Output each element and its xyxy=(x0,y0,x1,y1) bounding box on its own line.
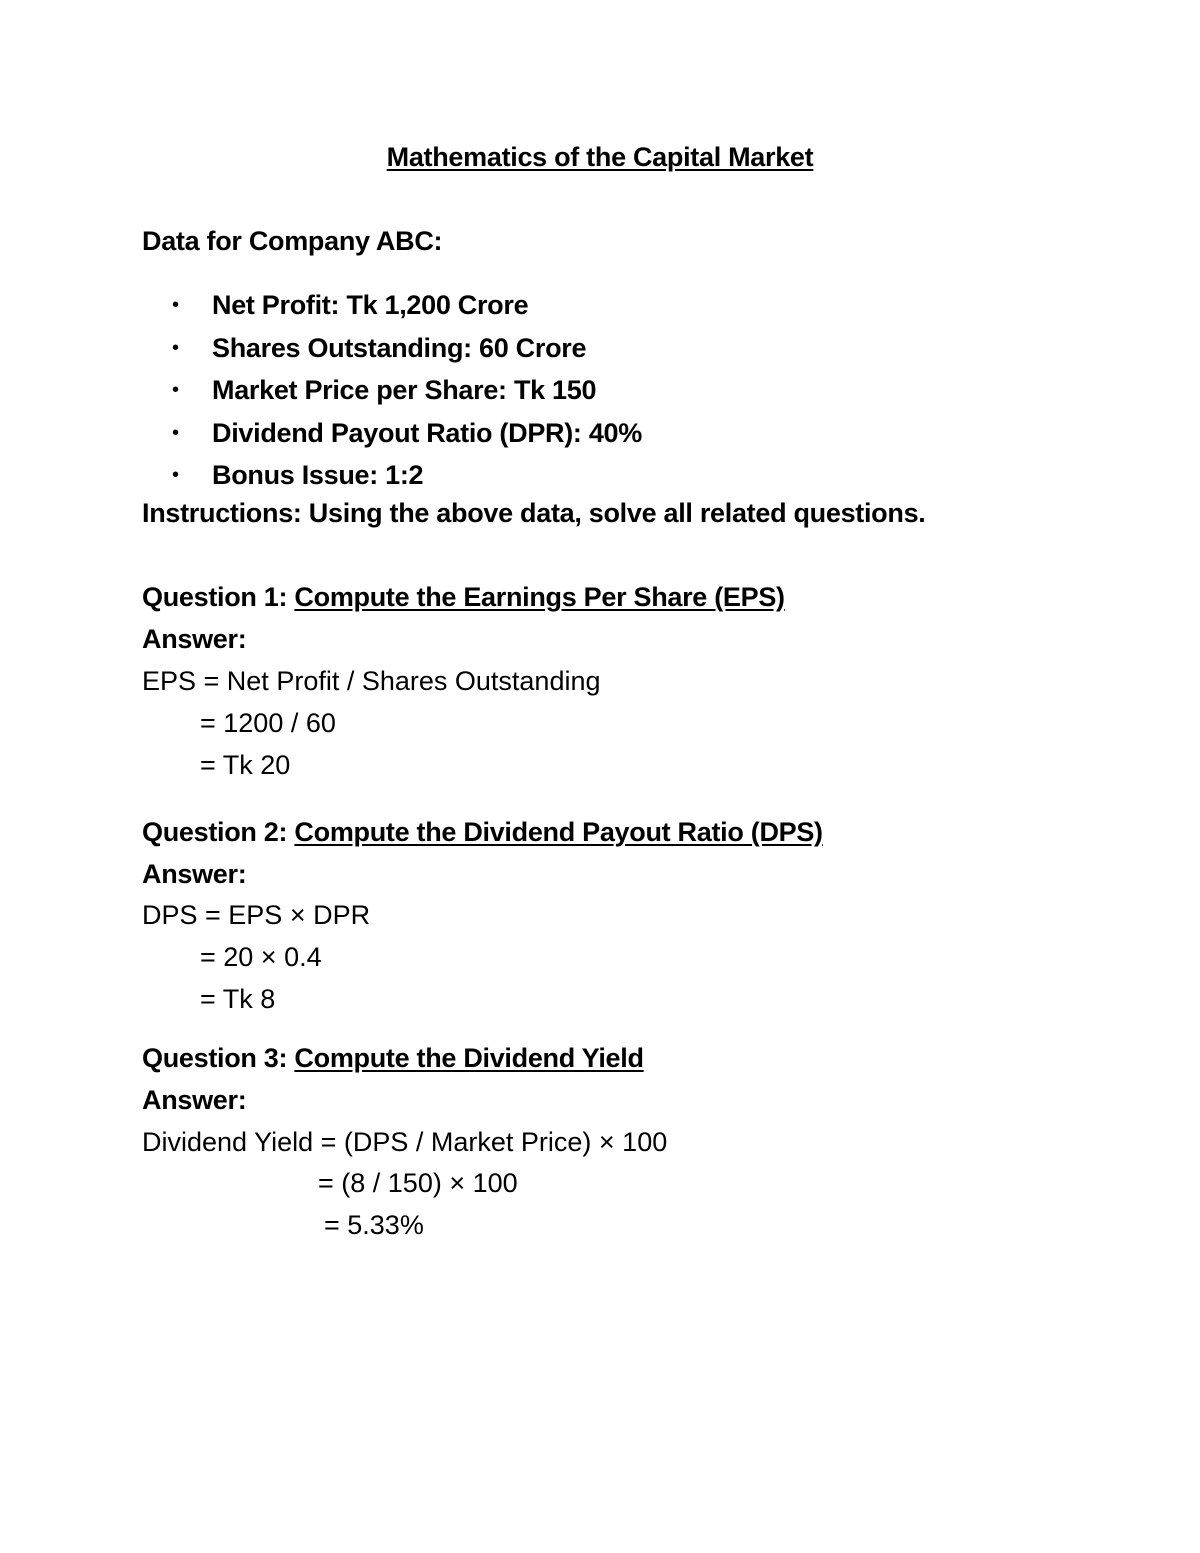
question-3-heading xyxy=(142,1043,644,1074)
list-item xyxy=(142,369,642,412)
question-2-heading xyxy=(142,817,823,848)
bullet-icon: • xyxy=(172,379,179,401)
document-title: Mathematics of the Capital Market xyxy=(386,142,814,172)
answer-label: Answer: xyxy=(142,859,247,889)
instructions: Instructions: Using the above data, solve all related questions. xyxy=(142,498,926,528)
data-heading: Data for Company ABC: xyxy=(142,226,443,256)
question-1-heading xyxy=(142,582,785,613)
result-line: = Tk 8 xyxy=(200,984,276,1014)
list-item xyxy=(142,454,642,497)
fact-text: Dividend Payout Ratio (DPR): 40% xyxy=(212,417,642,448)
list-item xyxy=(142,412,642,455)
fact-text: Net Profit: Tk 1,200 Crore xyxy=(212,290,529,320)
question-topic: Compute the Earnings Per Share (EPS) xyxy=(294,582,785,612)
list-item xyxy=(142,284,642,327)
question-label: Question 3: xyxy=(142,1043,295,1073)
fact-text: Shares Outstanding: 60 Crore xyxy=(212,332,587,363)
question-topic: Compute the Dividend Payout Ratio (DPS) xyxy=(294,817,823,847)
bullet-icon: • xyxy=(172,464,179,486)
result-line: = 5.33% xyxy=(324,1210,424,1240)
question-topic: Compute the Dividend Yield xyxy=(294,1043,644,1073)
formula-line: Dividend Yield = (DPS / Market Price) × 100 xyxy=(142,1127,668,1157)
fact-text: Bonus Issue: 1:2 xyxy=(212,460,424,490)
question-label: Question 2: xyxy=(142,817,295,847)
bullet-icon: • xyxy=(172,294,179,316)
answer-label: Answer: xyxy=(142,624,247,654)
company-data-list xyxy=(142,284,642,497)
formula-line: DPS = EPS × DPR xyxy=(142,900,371,930)
calculation-line: = 20 × 0.4 xyxy=(200,942,322,972)
question-label: Question 1: xyxy=(142,582,295,612)
calculation-line: = 1200 / 60 xyxy=(200,708,336,738)
answer-label: Answer: xyxy=(142,1085,247,1115)
list-item xyxy=(142,327,642,370)
formula-line: EPS = Net Profit / Shares Outstanding xyxy=(142,666,601,696)
bullet-icon: • xyxy=(172,421,179,444)
bullet-icon: • xyxy=(172,336,179,359)
result-line: = Tk 20 xyxy=(200,750,291,780)
calculation-line: = (8 / 150) × 100 xyxy=(318,1168,518,1198)
fact-text: Market Price per Share: Tk 150 xyxy=(212,375,597,405)
